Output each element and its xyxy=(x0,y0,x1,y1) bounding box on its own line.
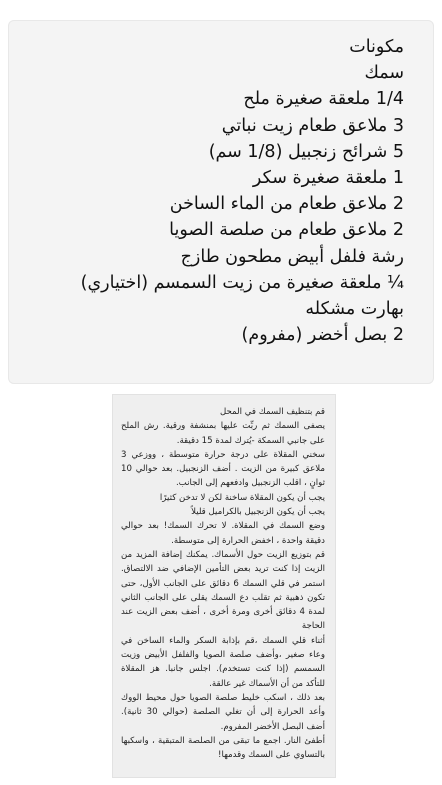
ingredient-item: بهارت مشكله xyxy=(305,299,404,320)
instruction-line: أطفئ النار. اجمع ما تبقى من الصلصة المتبقية ، واسكبها بالتساوي على السمك وقدمها! xyxy=(121,735,325,761)
instruction-line: أثناء قلي السمك ،قم بإذابة السكر والماء الساخن في وعاء صغير ،وأضف صلصة الصويا والفلفل الأبيض وزيت السمسم (إذا كنت تستخدم). اجلس جانبا. هز المقلاة للتأكد من أن الأسماك غير عالقة. xyxy=(121,635,325,689)
instruction-line: وضع السمك في المقلاة. لا تحرك السمك! بعد حوالي دقيقة واحدة ، اخفض الحرارة إلى متوسطة. xyxy=(121,521,325,546)
instruction-line: قم بتنظيف السمك في المحل xyxy=(219,407,325,417)
ingredient-item: 2 ملاعق طعام من الماء الساخن xyxy=(169,194,404,215)
instruction-line: يجب أن يكون الزنجبيل بالكراميل قليلاً xyxy=(191,507,325,518)
ingredient-item: 5 شرائح زنجبيل (1/8 سم) xyxy=(208,141,404,162)
instruction-line: يجب أن يكون المقلاة ساخنة لكن لا تدخن كثيرًا xyxy=(159,492,325,503)
ingredients-heading: مكونات xyxy=(349,37,404,57)
ingredient-item: 1/4 ملعقة صغيرة ملح xyxy=(243,89,404,110)
ingredients-list xyxy=(81,34,404,348)
ingredient-item: 2 ملاعق طعام من صلصة الصويا xyxy=(169,220,404,241)
instruction-line: سخني المقلاة على درجة حرارة متوسطة ، ووزعي 3 ملاعق كبيرة من الزيت . أضف الزنجبيل. بعد حوالي 10 ثوانٍ ، اقلب الزنجبيل وادفعهم إلى الجانب. xyxy=(121,449,325,489)
ingredient-item: رشة فلفل أبيض مطحون طازج xyxy=(180,246,404,267)
ingredient-item: ¼ ملعقة صغيرة من زيت السمسم (اختياري) xyxy=(80,272,404,293)
ingredient-item: 2 بصل أخضر (مفروم) xyxy=(241,325,404,346)
ingredient-item: 1 ملعقة صغيرة سكر xyxy=(252,168,404,189)
instructions-text xyxy=(121,405,325,762)
ingredient-item: سمك xyxy=(364,63,404,84)
instruction-line: يصفى السمك ثم ربِّت عليها بمنشفة ورقية. رش الملح على جانبي السمكة -يُترك لمدة 15 دقيقة. xyxy=(121,421,325,446)
instructions-card xyxy=(112,394,336,778)
instruction-line: قم بتوزيع الزيت حول الأسماك. يمكنك إضافة المزيد من الزيت إذا كنت تريد بعض التأمين الإضافي ضد الالتصاق. استمر في قلي السمك 6 دقائق على الجانب الأول، حتى تكون ذهبية ثم تقلب دع السمك يقلى على الجانب الثاني لمدة 4 دقائق أخرى ومرة أخرى ، أضف بعض الزيت عند الحاجة xyxy=(121,549,325,632)
instruction-line: بعد ذلك ، اسكب خليط صلصة الصويا حول محيط الووك وأعد الحرارة إلى أن تغلي الصلصة (حوالي 30 ثانية). أضف البصل الأخضر المفروم. xyxy=(121,692,326,732)
ingredient-item: 3 ملاعق طعام زيت نباتي xyxy=(221,115,404,136)
